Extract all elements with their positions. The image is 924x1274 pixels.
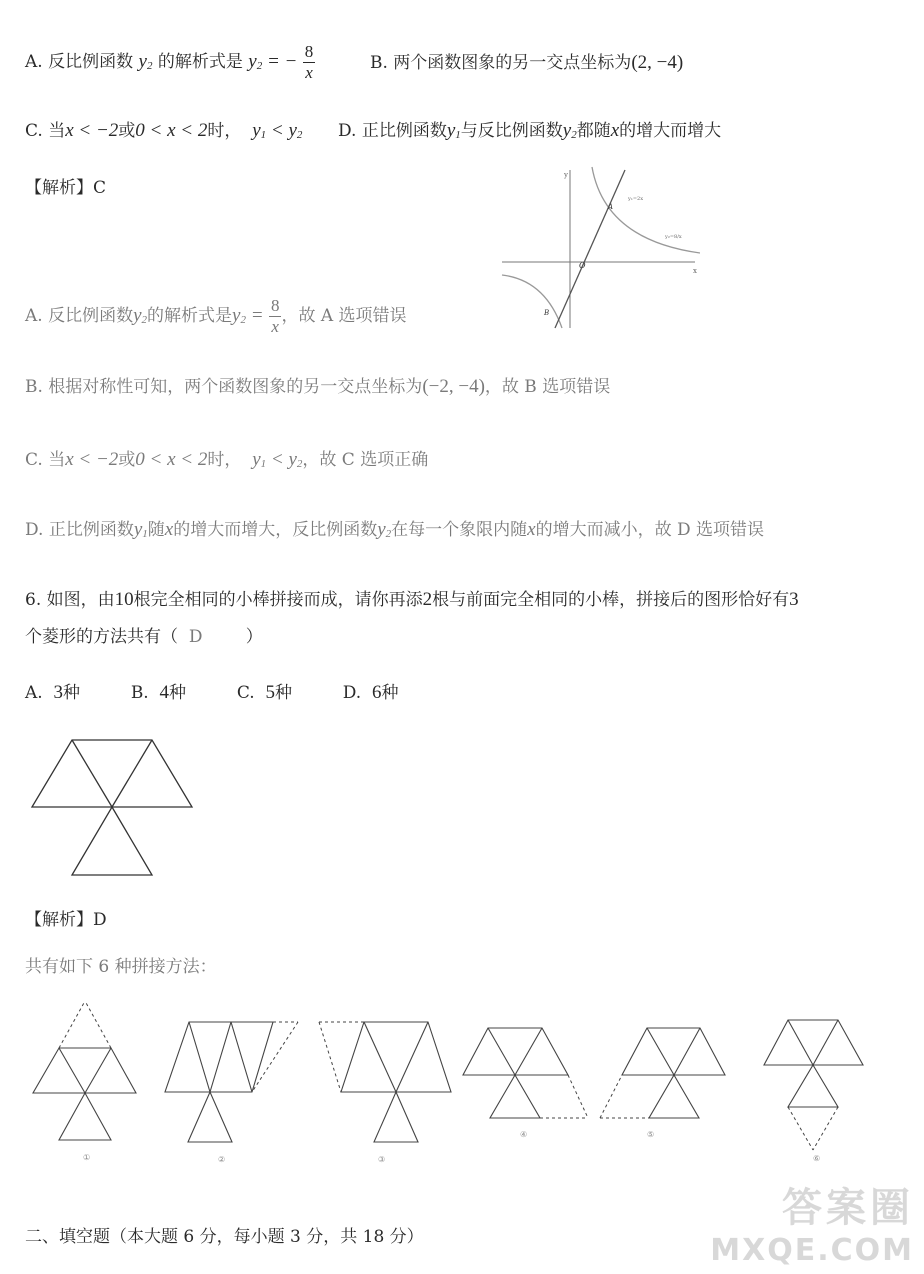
analysis-line-b: B. 根据对称性可知，两个函数图象的另一交点坐标为(−2, −4)，故 B 选项错误 (25, 376, 611, 397)
analysis-label-2: 【解析】D (25, 910, 107, 930)
sticks-figure (30, 735, 210, 885)
origin-label: O (579, 261, 586, 270)
arrangement-5 (595, 1025, 730, 1150)
q6-options: A. 3种 B. 4种 C. 5种 D. 6种 (25, 682, 399, 703)
q5-option-a: A. 反比例函数 y2 的解析式是 y2 = − $\frac{8}{x}$ (25, 42, 314, 82)
y-axis-label: y (564, 171, 568, 179)
q5-option-b: B. 两个函数图象的另一交点坐标为(2, −4) (370, 52, 684, 73)
function-graph (500, 165, 700, 330)
x-axis-label: x (693, 267, 697, 275)
hyperbola-branch-2 (502, 275, 562, 328)
curve-label: y₂=8/x (665, 234, 682, 240)
arrangement-4 (460, 1025, 595, 1150)
q6-answer: D (188, 627, 203, 647)
point-a-label: A (608, 203, 614, 211)
caption-6: ⑥ (813, 1154, 821, 1163)
q5-option-c: C. 当x < −2或0 < x < 2时， y1 < y2 (25, 120, 303, 141)
q6-question-line2: 个菱形的方法共有（ D ） (25, 627, 263, 647)
analysis-line-d: D. 正比例函数y1随x的增大而增大，反比例函数y2在每一个象限内随x的增大而减小，故 D 选项错误 (25, 519, 765, 540)
arrangement-6 (760, 1015, 875, 1165)
section-2-title: 二、填空题（本大题 6 分，每小题 3 分，共 18 分） (25, 1227, 424, 1247)
q6-question-line1: 6. 如图，由10根完全相同的小棒拼接而成，请你再添2根与前面完全相同的小棒，拼接后的图形恰好有3 (25, 589, 799, 610)
watermark: 答案圈 MXQE.COM (710, 1185, 914, 1268)
line-label: y₁=2x (628, 196, 644, 202)
arrangement-3 (316, 998, 456, 1163)
fraction: $\frac{8}{x}$ (304, 42, 314, 82)
analysis2-text: 共有如下 6 种拼接方法： (25, 957, 217, 977)
caption-3: ③ (378, 1155, 386, 1163)
line-y1 (555, 170, 625, 328)
analysis-label-1: 【解析】C (25, 178, 107, 198)
caption-4: ④ (520, 1130, 528, 1139)
analysis-line-a: A. 反比例函数y2的解析式是y2 = $\frac{8}{x}$ ，故 A 选项错误 (25, 296, 407, 336)
q5-option-d: D. 正比例函数y1与反比例函数y2都随x的增大而增大 (338, 120, 722, 141)
arrangement-1 (28, 998, 158, 1163)
caption-1: ① (83, 1153, 91, 1162)
point-b-label: B (544, 309, 550, 317)
analysis-line-c: C. 当x < −2或0 < x < 2时， y1 < y2，故 C 选项正确 (25, 449, 429, 470)
arrangement-2 (160, 998, 305, 1163)
caption-5: ⑤ (647, 1130, 655, 1139)
caption-2: ② (218, 1155, 226, 1163)
